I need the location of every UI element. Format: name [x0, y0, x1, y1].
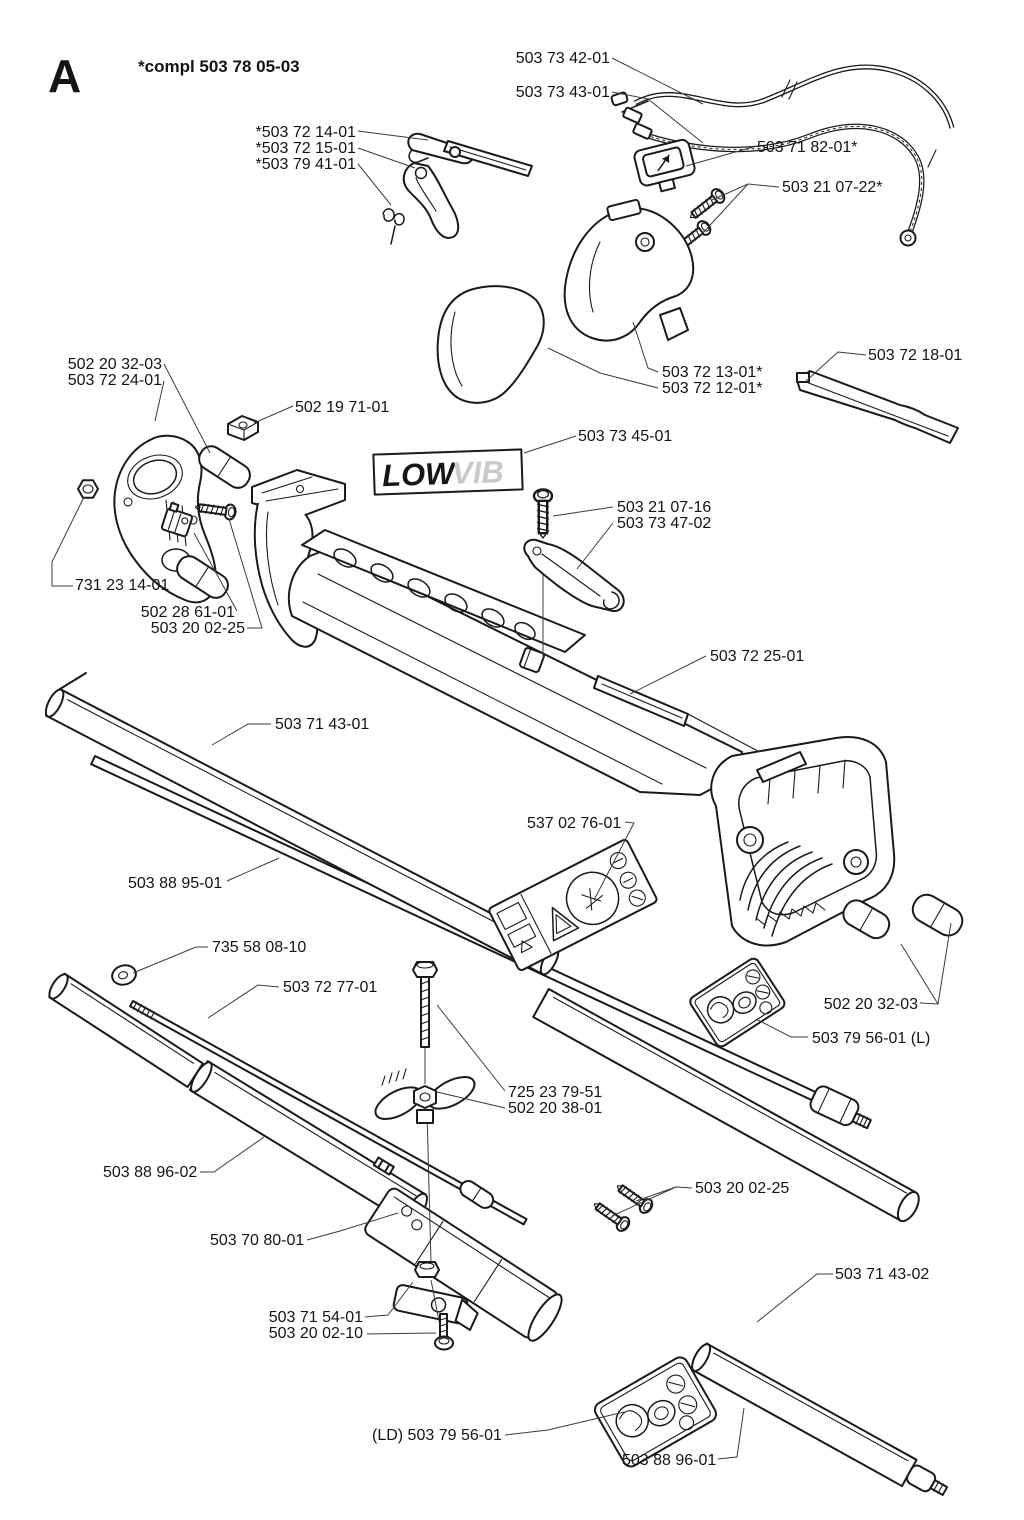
- handle-shell-left: [438, 286, 544, 403]
- trigger-spring: [383, 209, 404, 244]
- label-502-28-61-01: 502 28 61-01: [140, 604, 235, 621]
- label-503-72-18-01: 503 72 18-01: [868, 347, 963, 364]
- coupler-bushing: [457, 1178, 496, 1211]
- label-725-23-79-51: 725 23 79-51: [508, 1084, 603, 1101]
- clamp-screw: [534, 489, 552, 538]
- label-503-71-54-01: 503 71 54-01: [268, 1309, 363, 1326]
- label-503-73-43-01: 503 73 43-01: [515, 84, 610, 101]
- label-503-21-07-16: 503 21 07-16: [617, 499, 712, 516]
- label-503-73-45-01: 503 73 45-01: [578, 428, 673, 445]
- label-503-73-42-01: 503 73 42-01: [515, 50, 610, 67]
- vibration-damper-right-2: [908, 890, 967, 940]
- square-nut: [228, 416, 258, 440]
- label-502-20-32-03: 502 20 32-03: [67, 356, 162, 373]
- label-503-72-25-01: 503 72 25-01: [710, 648, 805, 665]
- vibration-damper-left-1: [195, 442, 254, 492]
- handle-screw-1: [686, 187, 727, 224]
- label-503-20-02-10: 503 20 02-10: [268, 1325, 363, 1342]
- lowvib-logo-black: LOW: [381, 455, 455, 494]
- handle-shell-right: [565, 199, 694, 340]
- bottom-liner-tube: [689, 1342, 952, 1506]
- label-503-88-95-01: 503 88 95-01: [128, 875, 223, 892]
- label-LD-503-79-56-01: (LD) 503 79 56-01: [372, 1427, 502, 1444]
- label-537-02-76-01: 537 02 76-01: [527, 815, 622, 832]
- label-503-79-41-01: *503 79 41-01: [255, 156, 356, 173]
- label-503-88-96-02: 503 88 96-02: [103, 1164, 198, 1181]
- label-502-19-71-01: 502 19 71-01: [295, 399, 390, 416]
- bracket-nut: [78, 480, 98, 497]
- label-735-58-08-10: 735 58 08-10: [212, 939, 307, 956]
- label-503-88-96-01: 503 88 96-01: [622, 1452, 717, 1469]
- label-503-20-02-25-b: 503 20 02-25: [695, 1180, 790, 1197]
- lowvib-decal: [373, 449, 522, 494]
- label-731-23-14-01: 731 23 14-01: [75, 577, 170, 594]
- lowvib-logo-gray: VIB: [451, 454, 505, 491]
- main-shaft-body: [289, 530, 742, 795]
- label-503-72-77-01: 503 72 77-01: [283, 979, 378, 996]
- throttle-cable: [611, 67, 952, 128]
- label-502-20-38-01: 502 20 38-01: [508, 1100, 603, 1117]
- label-503-21-07-22: 503 21 07-22*: [782, 179, 883, 196]
- clamp-screw-lower-1: [613, 1180, 655, 1216]
- label-503-73-47-02: 503 73 47-02: [617, 515, 712, 532]
- washer: [110, 963, 138, 988]
- anti-vibration-rail: [797, 371, 958, 443]
- spool-decal-right: [688, 956, 787, 1048]
- label-503-79-56-01-L: 503 79 56-01 (L): [812, 1030, 931, 1047]
- label-503-70-80-01: 503 70 80-01: [210, 1232, 305, 1249]
- label-502-20-32-03-b: 502 20 32-03: [823, 996, 918, 1013]
- label-503-72-14-01: *503 72 14-01: [255, 124, 356, 141]
- assembly-title: *compl 503 78 05-03: [138, 57, 300, 76]
- section-letter: A: [48, 50, 82, 102]
- label-503-71-82-01: 503 71 82-01*: [757, 139, 858, 156]
- label-503-72-15-01: *503 72 15-01: [255, 140, 356, 157]
- label-503-72-12-01: 503 72 12-01*: [662, 380, 763, 397]
- label-503-20-02-25: 503 20 02-25: [150, 620, 245, 637]
- label-503-71-43-02: 503 71 43-02: [835, 1266, 930, 1283]
- label-503-71-43-01: 503 71 43-01: [275, 716, 370, 733]
- stop-switch: [633, 138, 698, 195]
- label-503-72-24-01: 503 72 24-01: [67, 372, 162, 389]
- label-503-72-13-01: 503 72 13-01*: [662, 364, 763, 381]
- clamp-screw-lower-2: [590, 1198, 632, 1234]
- throttle-trigger: [404, 163, 458, 238]
- cable-holder-arm: [524, 540, 623, 611]
- warning-decal-large: [488, 839, 658, 972]
- bracket-screw: [194, 500, 236, 520]
